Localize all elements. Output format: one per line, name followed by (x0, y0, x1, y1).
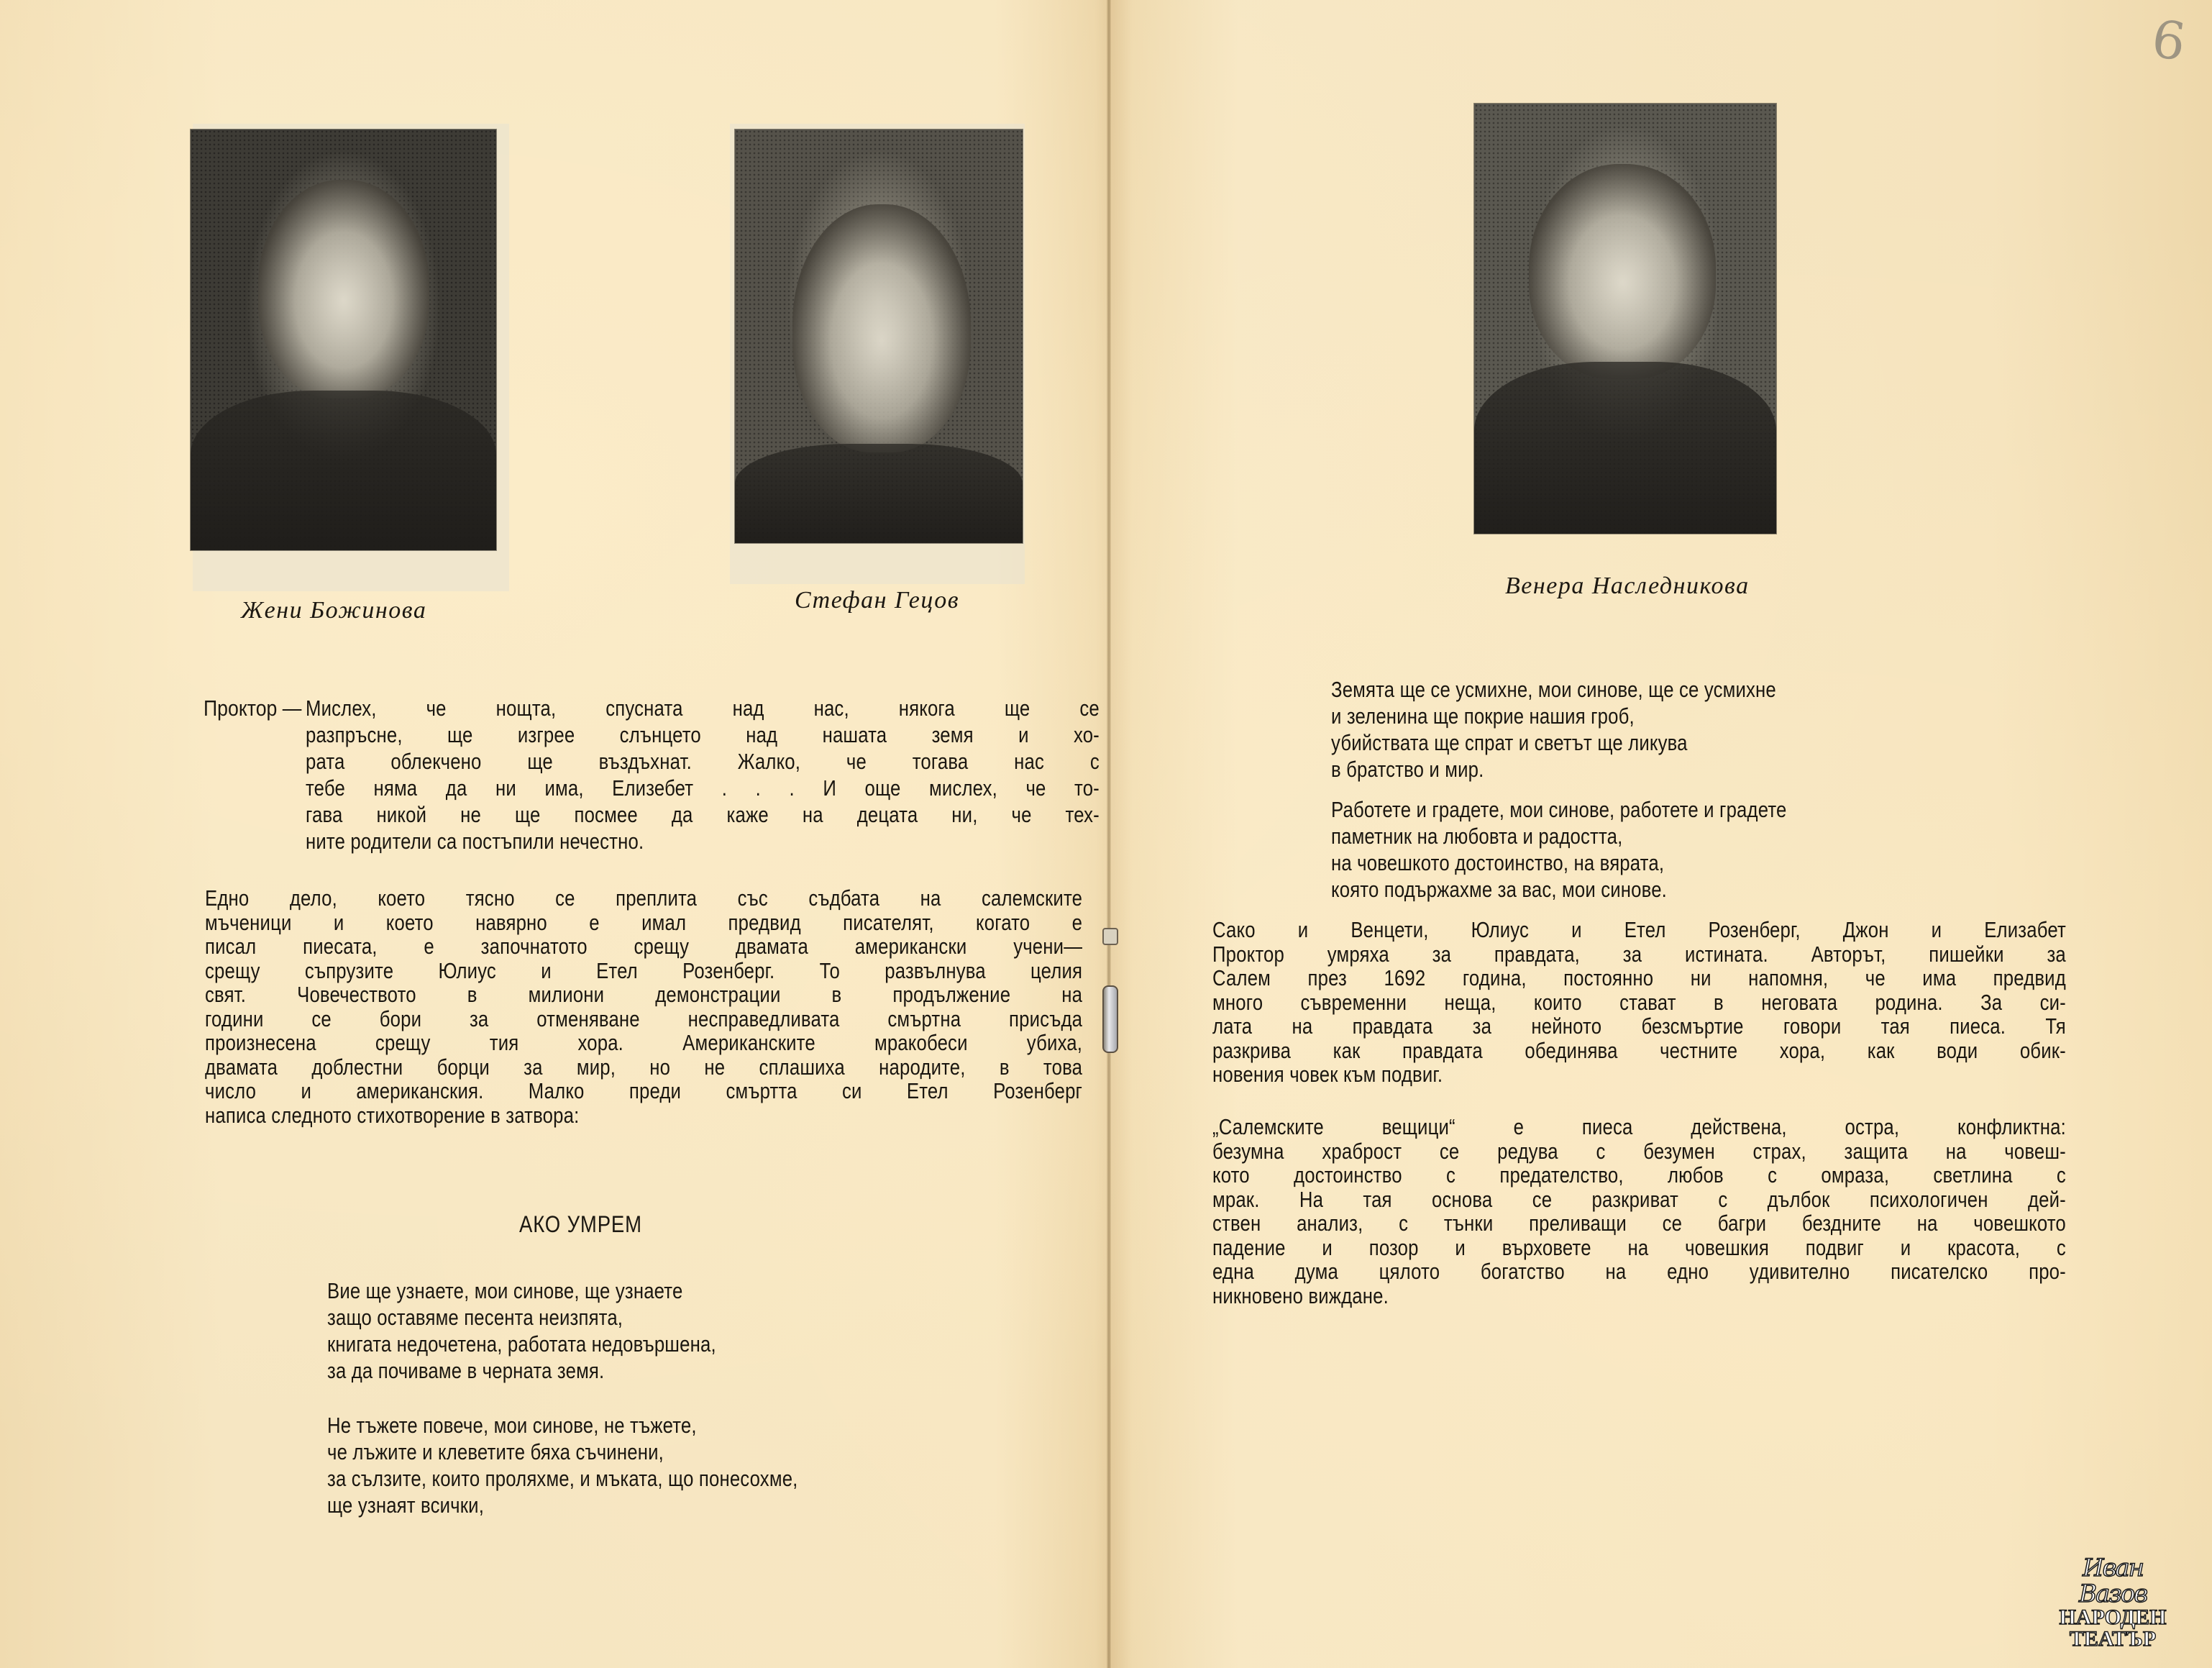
logo-text-line1: НАРОДЕН (2059, 1605, 2167, 1629)
dialogue-text (306, 695, 1100, 854)
portrait-body (1474, 362, 1776, 534)
verse-line: на човешкото достоинство, на вярата, (1331, 850, 1665, 875)
verse-line: която подържахме за вас, мои синове. (1331, 877, 1668, 902)
body-paragraph (205, 886, 1082, 1127)
body-paragraph (1212, 918, 2066, 1087)
text-line: падение и позор и върховете на човешкия подвиг и красота, с (1212, 1234, 2066, 1260)
staple-icon (1102, 928, 1118, 945)
text-line: рата облекчено ще въздъхнат. Жалко, че тогава нас с (306, 749, 1100, 774)
text-line: разкрива как правдата обединява честните хора, как води обик- (1212, 1037, 2066, 1063)
text-line: години се бори за отменяване несправедливата смъртна присъда (205, 1006, 1083, 1031)
poem-stanza (327, 1412, 797, 1518)
national-theatre-logo (2055, 1555, 2170, 1650)
text-line: една дума цялото богатство на едно удивително писателско про- (1212, 1259, 2066, 1284)
verse-line: в братство и мир. (1331, 757, 1484, 782)
poem-stanza (327, 1277, 716, 1384)
photo-caption: Венера Наследникова (1505, 573, 1750, 599)
handwritten-page-number: 6 (2148, 8, 2190, 73)
logo-text-line2: ТЕАТЪР (2069, 1627, 2157, 1651)
text-line: Едно дело, което тясно се преплита със съдбата на салемските (205, 885, 1083, 911)
text-line: никновено виждане. (1212, 1282, 1389, 1308)
portrait-photo-venera-naslednikova (1474, 104, 1776, 534)
right-page (1122, 0, 2212, 1668)
text-line: „Салемските вещици“ е пиеса действена, остра, конфликтна: (1212, 1114, 2066, 1139)
text-line: тебе няма да ни има, Елизебет . . . И още мислех, че то- (306, 775, 1100, 801)
text-line: произнесена срещу тия хора. Американските мракобеси убиха, (205, 1030, 1083, 1055)
text-line: безумна храброст се редува с безумен страх, защита на човеш- (1212, 1138, 2066, 1164)
text-line: мрак. На тая основа се разкриват с дълбок психологичен дей- (1212, 1186, 2066, 1212)
portrait-face (258, 180, 429, 398)
logo-signature: Иван Вазов (2078, 1554, 2147, 1608)
portrait-body (191, 391, 496, 550)
verse-line: и зеленина ще покрие нашия гроб, (1331, 703, 1635, 729)
body-paragraph (1212, 1115, 2066, 1308)
poem-stanza (1331, 676, 1776, 783)
verse-line: че лъжите и клеветите бяха съчинени, (327, 1439, 664, 1464)
verse-line: за сълзите, които проляхме, и мъката, що понесохме, (327, 1466, 798, 1491)
verse-line: за да почиваме в черната земя. (327, 1358, 605, 1383)
staple-icon (1102, 985, 1118, 1053)
text-line: ствен анализ, с тънки преливащи се багри бездните на човешкото (1212, 1211, 2066, 1236)
text-line: Салем през 1692 година, постоянно ни напомня, че има предвид (1212, 965, 2066, 990)
verse-line: Вие ще узнаете, мои синове, ще узнаете (327, 1278, 683, 1303)
verse-line: защо оставяме песента неизпята, (327, 1305, 623, 1330)
verse-line: убийствата ще спрат и светът ще ликува (1331, 730, 1688, 755)
text-line: гава никой не ще посмее да каже на децата ни, че тех- (306, 802, 1100, 827)
text-line: двамата доблестни борци за мир, но не сплашиха народите, в това (205, 1054, 1083, 1080)
poem-title: АКО УМРЕМ (519, 1211, 642, 1237)
binding-gutter (1107, 0, 1111, 1668)
text-line: новения човек към подвиг. (1212, 1062, 1443, 1087)
text-line: лата на правдата за нейното безсмъртие говори тая пиеса. Тя (1212, 1013, 2066, 1039)
portrait-face (792, 204, 971, 452)
text-line: срещу съпрузите Юлиус и Етел Розенберг. То развълнува целия (205, 957, 1083, 983)
text-line: свят. Човечеството в милиони демонстрации в продължение на (205, 982, 1083, 1007)
text-line: разпръсне, ще изгрее слънцето над нашата земя и хо- (306, 722, 1100, 747)
text-line: Мислех, че нощта, спусната над нас, някога ще се (306, 696, 1100, 721)
text-line: написа следното стихотворение в затвора: (205, 1102, 580, 1128)
verse-line: книгата недочетена, работата недовършена, (327, 1331, 716, 1357)
verse-line: паметник на любовта и радостта, (1331, 824, 1623, 849)
verse-line: Работете и градете, мои синове, работете и градете (1331, 797, 1787, 822)
verse-line: Земята ще се усмихне, мои синове, ще се усмихне (1331, 677, 1776, 702)
dialogue-speaker: Проктор — (204, 696, 302, 721)
text-line: число и американския. Малко преди смъртта си Етел Розенберг (205, 1078, 1083, 1103)
portrait-face (1529, 164, 1716, 379)
portrait-photo-stefan-getsov (735, 129, 1023, 543)
portrait-photo-zheni-bozhinova (191, 129, 496, 550)
photo-caption: Стефан Гецов (795, 587, 960, 614)
text-line: писал пиесата, е започнатото срещу двамата американски учени— (205, 934, 1083, 959)
portrait-body (735, 444, 1023, 543)
poem-stanza (1331, 796, 1786, 903)
text-line: Проктор умряха за правдата, за истината. Авторът, пишейки за (1212, 941, 2066, 967)
photo-caption: Жени Божинова (241, 597, 427, 624)
text-line: ните родители са постъпили нечестно. (306, 829, 644, 854)
text-line: мъченици и което навярно е имал предвид писателят, когато е (205, 909, 1083, 935)
verse-line: Не тъжете повече, мои синове, не тъжете, (327, 1413, 697, 1438)
text-line: кото достоинство с предателство, любов с омраза, светлина с (1212, 1162, 2066, 1188)
verse-line: ще узнаят всички, (327, 1492, 485, 1518)
text-line: Сако и Венцети, Юлиус и Етел Розенберг, Джон и Елизабет (1212, 917, 2066, 942)
text-line: много съвременни неща, които стават в неговата родина. За си- (1212, 989, 2066, 1015)
